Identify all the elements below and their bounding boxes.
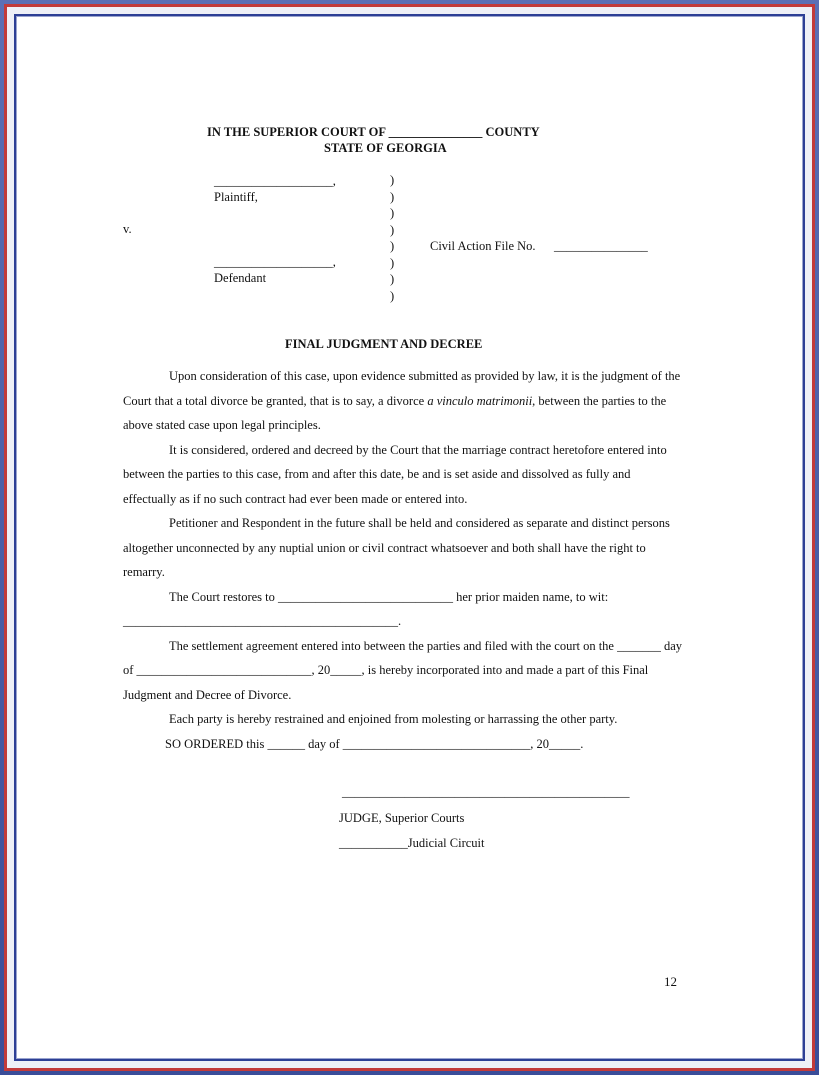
caption-paren: ) [390,222,395,237]
latin-phrase: a vinculo matrimonii [427,393,533,408]
court-heading: IN THE SUPERIOR COURT OF _______________ COUNTY [207,125,540,139]
state-heading: STATE OF GEORGIA [324,141,447,155]
judgment-body [123,364,683,756]
paragraph-3: Petitioner and Respondent in the future shall be held and considered as separate and distinct persons altogether unconnected by any nuptial union or civil contract whatsoever and both shall have the right to remarry. [123,516,670,579]
paragraph-1: Upon consideration of this case, upon evidence submitted as provided by law, it is the judgment of the Court that a total divorce be granted, that is to say, a divorce a vinculo matrimonii, between the parties to the above stated case upon legal principles. [123,369,681,432]
defendant-label: Defendant [214,271,267,285]
caption-paren: ) [390,255,395,270]
page-number: 12 [664,974,677,989]
caption-paren: ) [390,173,395,187]
judicial-circuit: ___________Judicial Circuit [339,836,485,850]
paragraph-2: It is considered, ordered and decreed by the Court that the marriage contract heretofore entered into between the parties to this case, from and after this date, be and is set aside and dissolved as fully and effectually as if no such contract had ever been made or entered into. [123,442,667,506]
plaintiff-label: Plaintiff, [214,190,258,204]
frame-white-matte [7,7,812,1068]
paragraph-6: Each party is hereby restrained and enjoined from molesting or harrassing the other party. [169,712,618,726]
judge-title: JUDGE, Superior Courts [339,811,465,825]
caption-paren: ) [390,239,395,253]
civil-action-blank: _______________ [554,239,648,253]
plaintiff-blank: ___________________, [214,174,336,188]
document-title: FINAL JUDGMENT AND DECREE [285,337,483,351]
caption-paren: ) [390,206,395,220]
caption-paren: ) [390,288,395,303]
civil-action-label: Civil Action File No. [430,239,536,253]
paragraph-4: The Court restores to ____________________________ her prior maiden name, to wit: ____________________________________________. [123,589,609,628]
caption-paren: ) [390,189,395,204]
paragraph-5: The settlement agreement entered into between the parties and filed with the court on the _______ day of ____________________________, 20_____, is hereby incorporated into and made a part of this Final Judgment and Decree of Divorce. [123,638,683,702]
frame-red-border [4,4,815,1071]
versus-label: v. [123,222,132,236]
so-ordered-line: SO ORDERED this ______ day of ______________________________, 20_____. [165,736,584,751]
frame-blue-border [14,14,805,1061]
caption-paren: ) [390,272,395,286]
signature-line: ______________________________________________ [342,785,630,799]
document-page [16,16,803,1059]
defendant-blank: ___________________, [214,255,336,269]
